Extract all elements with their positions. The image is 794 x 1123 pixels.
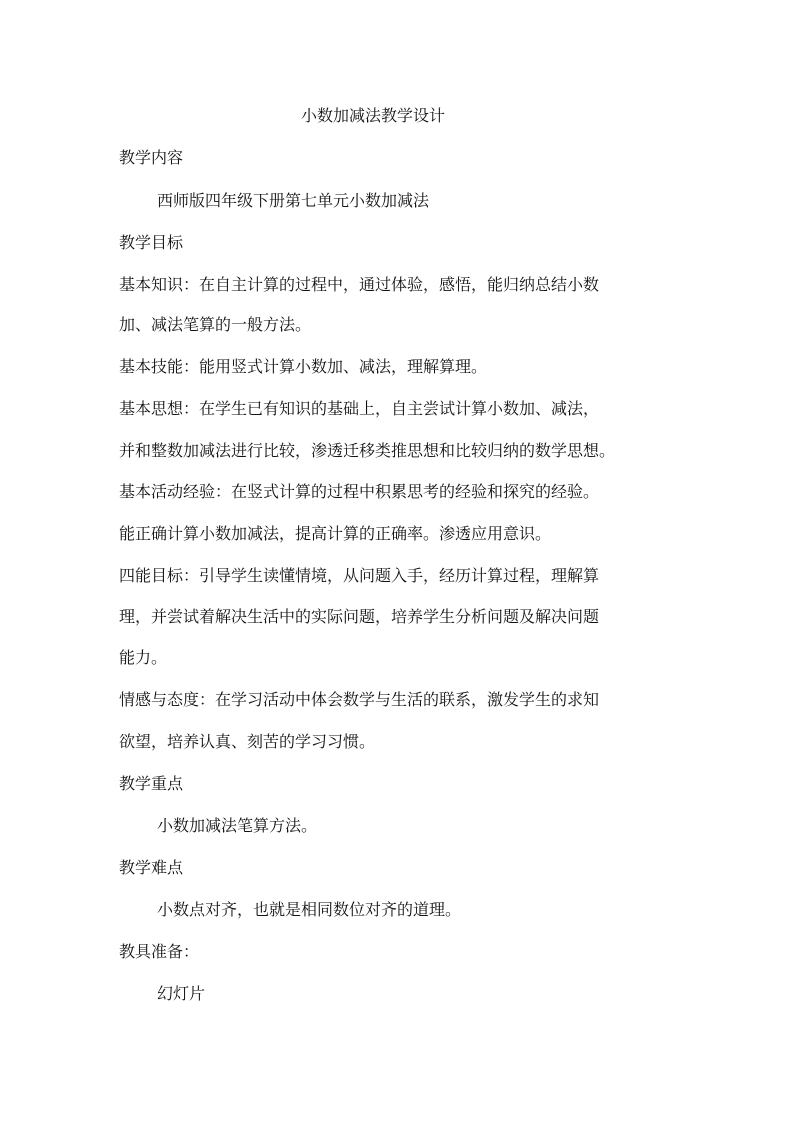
heading-teaching-objectives: 教学目标 xyxy=(119,233,184,252)
heading-teaching-focus: 教学重点 xyxy=(119,774,184,793)
document-title: 小数加减法教学设计 xyxy=(300,106,445,125)
paragraph-teaching-content: 西师版四年级下册第七单元小数加减法 xyxy=(157,191,430,210)
paragraph-activity-experience: 基本活动经验：在竖式计算的过程中积累思考的经验和探究的经验。 xyxy=(119,482,600,501)
paragraph-teaching-difficulty: 小数点对齐，也就是相同数位对齐的道理。 xyxy=(157,900,462,919)
heading-teaching-difficulty: 教学难点 xyxy=(119,858,184,877)
paragraph-emotion-attitude-line-2: 欲望，培养认真、刻苦的学习习惯。 xyxy=(119,732,376,751)
paragraph-correct-calculation: 能正确计算小数加减法，提高计算的正确率。渗透应用意识。 xyxy=(119,524,552,543)
paragraph-basic-thinking-line-1: 基本思想：在学生已有知识的基础上，自主尝试计算小数加、减法， xyxy=(119,399,600,418)
heading-teaching-content: 教学内容 xyxy=(119,148,184,167)
paragraph-teaching-focus: 小数加减法笔算方法。 xyxy=(157,816,318,835)
paragraph-four-abilities-line-2: 理，并尝试着解决生活中的实际问题，培养学生分析问题及解决问题 xyxy=(119,607,600,626)
paragraph-emotion-attitude-line-1: 情感与态度：在学习活动中体会数学与生活的联系，激发学生的求知 xyxy=(119,690,600,709)
paragraph-basic-knowledge-line-2: 加、减法笔算的一般方法。 xyxy=(119,315,312,334)
paragraph-teaching-aids: 幻灯片 xyxy=(157,984,206,1003)
heading-teaching-aids: 教具准备： xyxy=(119,942,200,961)
paragraph-basic-knowledge-line-1: 基本知识：在自主计算的过程中，通过体验，感悟，能归纳总结小数 xyxy=(119,275,600,294)
paragraph-basic-thinking-line-2: 并和整数加减法进行比较，渗透迁移类推思想和比较归纳的数学思想。 xyxy=(119,441,616,460)
paragraph-basic-skills: 基本技能：能用竖式计算小数加、减法，理解算理。 xyxy=(119,357,488,376)
paragraph-four-abilities-line-1: 四能目标：引导学生读懂情境，从问题入手，经历计算过程，理解算 xyxy=(119,566,600,585)
paragraph-four-abilities-line-3: 能力。 xyxy=(119,648,168,667)
